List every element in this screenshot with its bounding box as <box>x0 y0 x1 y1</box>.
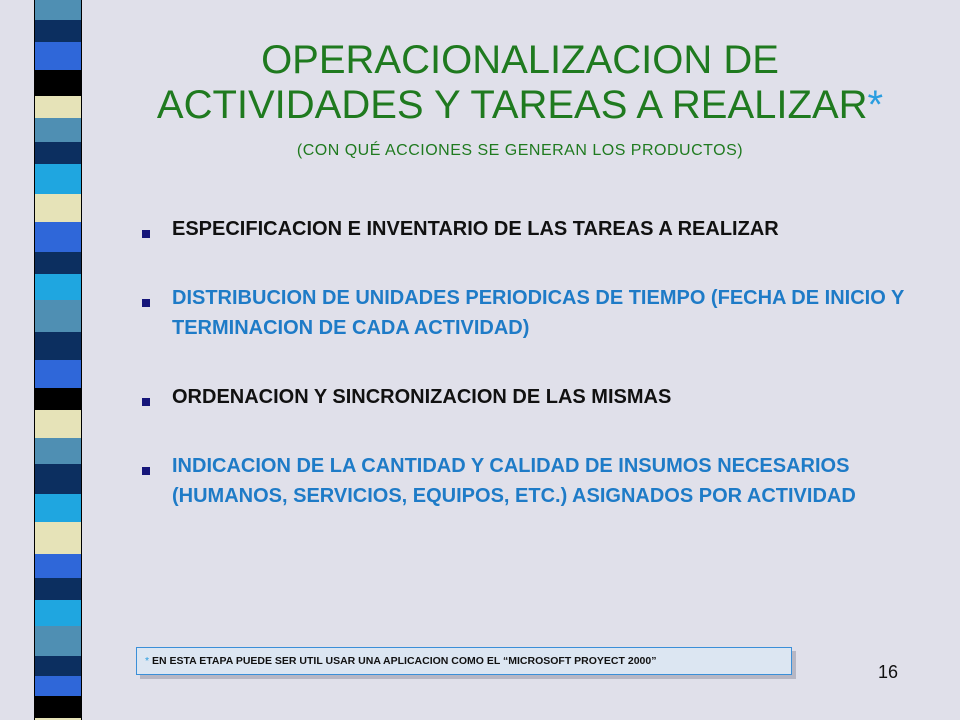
strip-block <box>34 42 82 70</box>
strip-block <box>34 252 82 274</box>
square-bullet-icon <box>142 398 150 406</box>
square-bullet-icon <box>142 467 150 475</box>
title-asterisk: * <box>867 83 884 127</box>
square-bullet-icon <box>142 299 150 307</box>
strip-block <box>34 656 82 676</box>
bullet-item <box>132 283 912 343</box>
footnote-asterisk: * <box>145 655 150 667</box>
strip-block <box>34 626 82 656</box>
strip-block <box>34 600 82 626</box>
strip-block <box>34 142 82 164</box>
strip-block <box>34 464 82 494</box>
strip-block <box>34 300 82 332</box>
bullet-list <box>132 214 912 511</box>
title-line-1: OPERACIONALIZACION DE <box>261 38 779 82</box>
strip-block <box>34 360 82 388</box>
strip-block <box>34 164 82 194</box>
strip-block <box>34 222 82 252</box>
title-line-2 <box>120 83 920 128</box>
bullet-item <box>132 214 912 244</box>
strip-block <box>34 388 82 410</box>
strip-block <box>34 274 82 300</box>
footnote-text: EN ESTA ETAPA PUEDE SER UTIL USAR UNA APLICACION COMO EL “MICROSOFT PROYECT 2000” <box>152 655 657 667</box>
bullet-text: DISTRIBUCION DE UNIDADES PERIODICAS DE TIEMPO (FECHA DE INICIO Y TERMINACION DE CADA ACTIVIDAD) <box>172 287 904 339</box>
bullet-item <box>132 451 912 511</box>
page-number: 16 <box>878 662 899 682</box>
bullet-text: ESPECIFICACION E INVENTARIO DE LAS TAREAS A REALIZAR <box>172 218 779 240</box>
square-bullet-icon <box>142 230 150 238</box>
bullet-item <box>132 382 912 412</box>
strip-block <box>34 332 82 360</box>
strip-block <box>34 70 82 96</box>
strip-block <box>34 578 82 600</box>
strip-block <box>34 118 82 142</box>
strip-block <box>34 676 82 696</box>
strip-block <box>34 96 82 118</box>
strip-block <box>34 0 82 20</box>
strip-block <box>34 554 82 578</box>
strip-block <box>34 410 82 438</box>
decorative-block-strip <box>0 0 108 720</box>
footnote-box <box>136 647 792 675</box>
strip-block <box>34 20 82 42</box>
strip-block <box>34 494 82 522</box>
bullet-text: ORDENACION Y SINCRONIZACION DE LAS MISMAS <box>172 386 672 408</box>
strip-block <box>34 696 82 718</box>
title-line-2-text: ACTIVIDADES Y TAREAS A REALIZAR <box>156 83 868 127</box>
strip-block <box>34 194 82 222</box>
strip-block <box>34 438 82 464</box>
slide-title <box>120 38 920 128</box>
slide-subtitle: (CON QUÉ ACCIONES SE GENERAN LOS PRODUCTOS) <box>296 142 744 159</box>
bullet-text: INDICACION DE LA CANTIDAD Y CALIDAD DE INSUMOS NECESARIOS (HUMANOS, SERVICIOS, EQUIPOS, ETC.) ASIGNADOS POR ACTIVIDAD <box>172 455 856 507</box>
strip-block <box>34 522 82 554</box>
